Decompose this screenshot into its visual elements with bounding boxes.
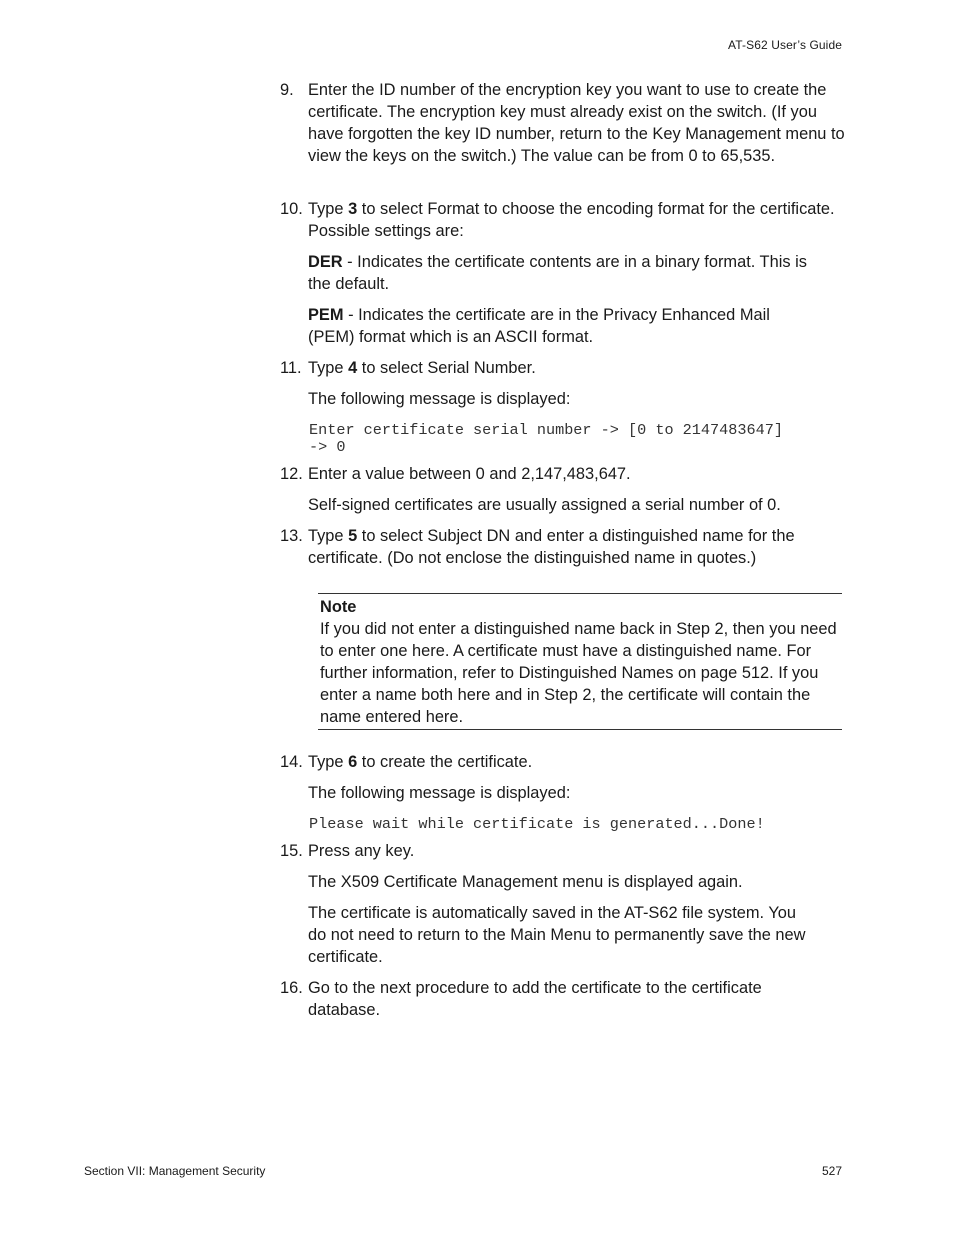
der-desc: - Indicates the certificate contents are in a binary format. This is the default. xyxy=(308,253,807,293)
footer-section: Section VII: Management Security xyxy=(84,1164,266,1178)
self-signed-note: Self-signed certificates are usually assigned a serial number of 0. xyxy=(308,496,781,514)
menu-displayed-again: The X509 Certificate Management menu is displayed again. xyxy=(308,873,743,891)
step-number: 16. xyxy=(280,979,303,997)
der-term: DER xyxy=(308,253,343,271)
wait-message: Please wait while certificate is generated...Done! xyxy=(309,815,765,833)
auto-saved-note: The certificate is automatically saved in the AT-S62 file system. You do not need to return to the Main Menu to permanently save the new certificate. xyxy=(308,904,806,966)
step-text: Enter the ID number of the encryption key you want to use to create the certificate. The encryption key must already exist on the switch. (If you have forgotten the key ID number, return to the Key Management menu to view the keys on the switch.) The value can be from 0 to 65,535. xyxy=(308,81,845,165)
step-text: Type 4 to select Serial Number. xyxy=(308,359,536,377)
step-number: 15. xyxy=(280,842,303,860)
note-text: If you did not enter a distinguished name back in Step 2, then you need to enter one here. A certificate must have a distinguished name. For further information, refer to Distinguished Names on page 512. If you enter a name both here and in Step 2, the certificate will contain the name entered here. xyxy=(320,620,837,726)
step-text: Press any key. xyxy=(308,842,415,860)
pem-option xyxy=(308,304,808,348)
step-text: Type 3 to select Format to choose the encoding format for the certificate. Possible settings are: xyxy=(308,200,835,240)
step-number: 11. xyxy=(280,359,302,377)
step-number: 13. xyxy=(280,527,303,545)
step-text: Type 5 to select Subject DN and enter a distinguished name for the certificate. (Do not enclose the distinguished name in quotes.) xyxy=(308,527,795,567)
pem-term: PEM xyxy=(308,306,344,324)
step-text: Go to the next procedure to add the certificate to the certificate database. xyxy=(308,979,762,1019)
note-box xyxy=(318,593,842,730)
page-number: 527 xyxy=(821,1164,842,1178)
step-number: 12. xyxy=(280,465,303,483)
note-title: Note xyxy=(320,598,357,616)
step-number: 14. xyxy=(280,753,303,771)
serial-prompt-line-2: -> 0 xyxy=(309,438,346,456)
serial-prompt-line-1: Enter certificate serial number -> [0 to 2147483647] xyxy=(309,421,783,439)
step-text: Enter a value between 0 and 2,147,483,647. xyxy=(308,465,631,483)
message-intro: The following message is displayed: xyxy=(308,390,571,408)
message-intro-2: The following message is displayed: xyxy=(308,784,571,802)
serial-prompt xyxy=(309,422,839,456)
step-text: Type 6 to create the certificate. xyxy=(308,753,533,771)
step-number: 9. xyxy=(280,81,294,99)
step-number: 10. xyxy=(280,200,303,218)
running-header: AT-S62 User’s Guide xyxy=(728,38,842,52)
der-option xyxy=(308,251,818,295)
pem-desc: - Indicates the certificate are in the Privacy Enhanced Mail (PEM) format which is an ASCII format. xyxy=(308,306,770,346)
